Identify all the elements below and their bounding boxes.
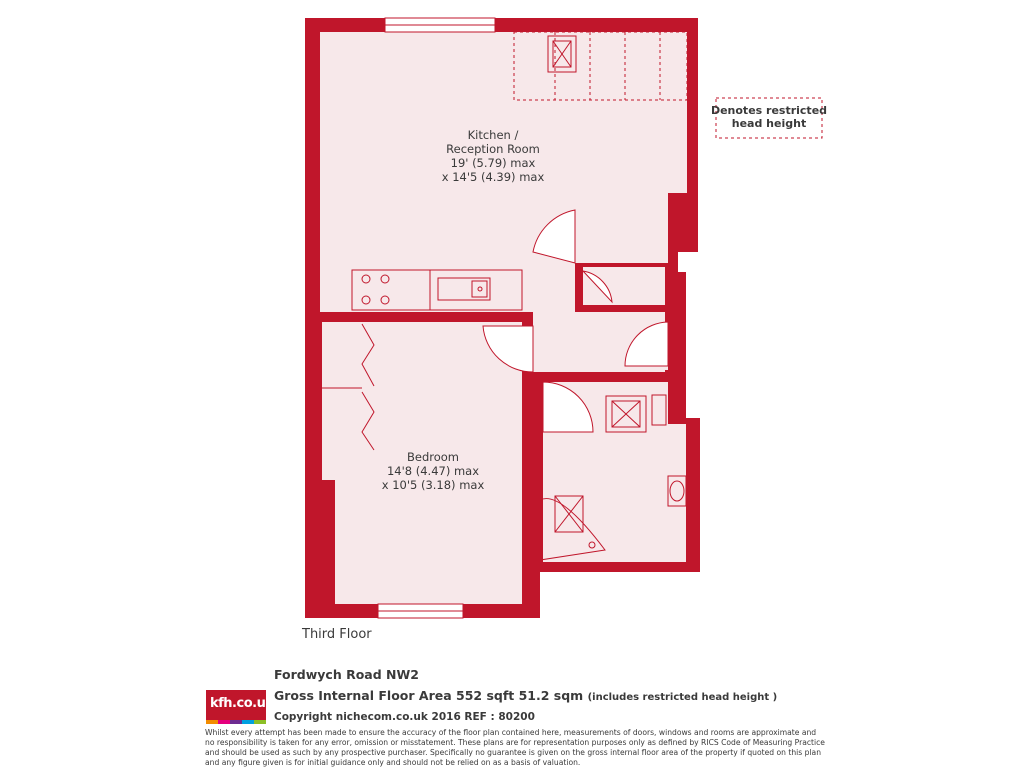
logo-text: kfh.co.uk bbox=[210, 696, 274, 711]
floor-label: Third Floor bbox=[302, 627, 372, 642]
cupboard-floor bbox=[583, 267, 665, 305]
gross-area-main: Gross Internal Floor Area 552 sqft 51.2 sqm bbox=[274, 688, 584, 703]
bedroom-dim-2: x 10'5 (3.18) max bbox=[381, 478, 485, 492]
gross-area bbox=[274, 688, 777, 703]
legend-line-1: Denotes restricted bbox=[710, 104, 828, 117]
shower-icon bbox=[606, 396, 646, 432]
address: Fordwych Road NW2 bbox=[274, 667, 419, 682]
legend-line-2: head height bbox=[731, 117, 807, 130]
kitchen-name: Kitchen / bbox=[467, 128, 519, 142]
disclaimer: Whilst every attempt has been made to ensure the accuracy of the floor plan contained here, measurements of doors, windows and rooms are approximate and no responsibility is taken for any error, omission or misstatement. These plans are for representation purposes only as defined by RICS Code of Measuring Practice and should be used as such by any prospective purchaser. Specifically no guarantee is given on the gross internal floor area of the property if quoted on this plan and any figure given is for initial guidance only and should not be relied on as a basis of valuation. bbox=[205, 728, 825, 767]
kitchen-dim-1: 19' (5.79) max bbox=[450, 156, 536, 170]
kitchen-name-2: Reception Room bbox=[446, 142, 540, 156]
gross-area-note: (includes restricted head height ) bbox=[587, 692, 778, 703]
kitchen-dim-2: x 14'5 (4.39) max bbox=[441, 170, 545, 184]
bedroom-dim-1: 14'8 (4.47) max bbox=[386, 464, 480, 478]
bedroom-name: Bedroom bbox=[406, 450, 460, 464]
copyright: Copyright nichecom.co.uk 2016 REF : 80200 bbox=[274, 711, 535, 723]
kfh-logo[interactable] bbox=[206, 690, 274, 724]
